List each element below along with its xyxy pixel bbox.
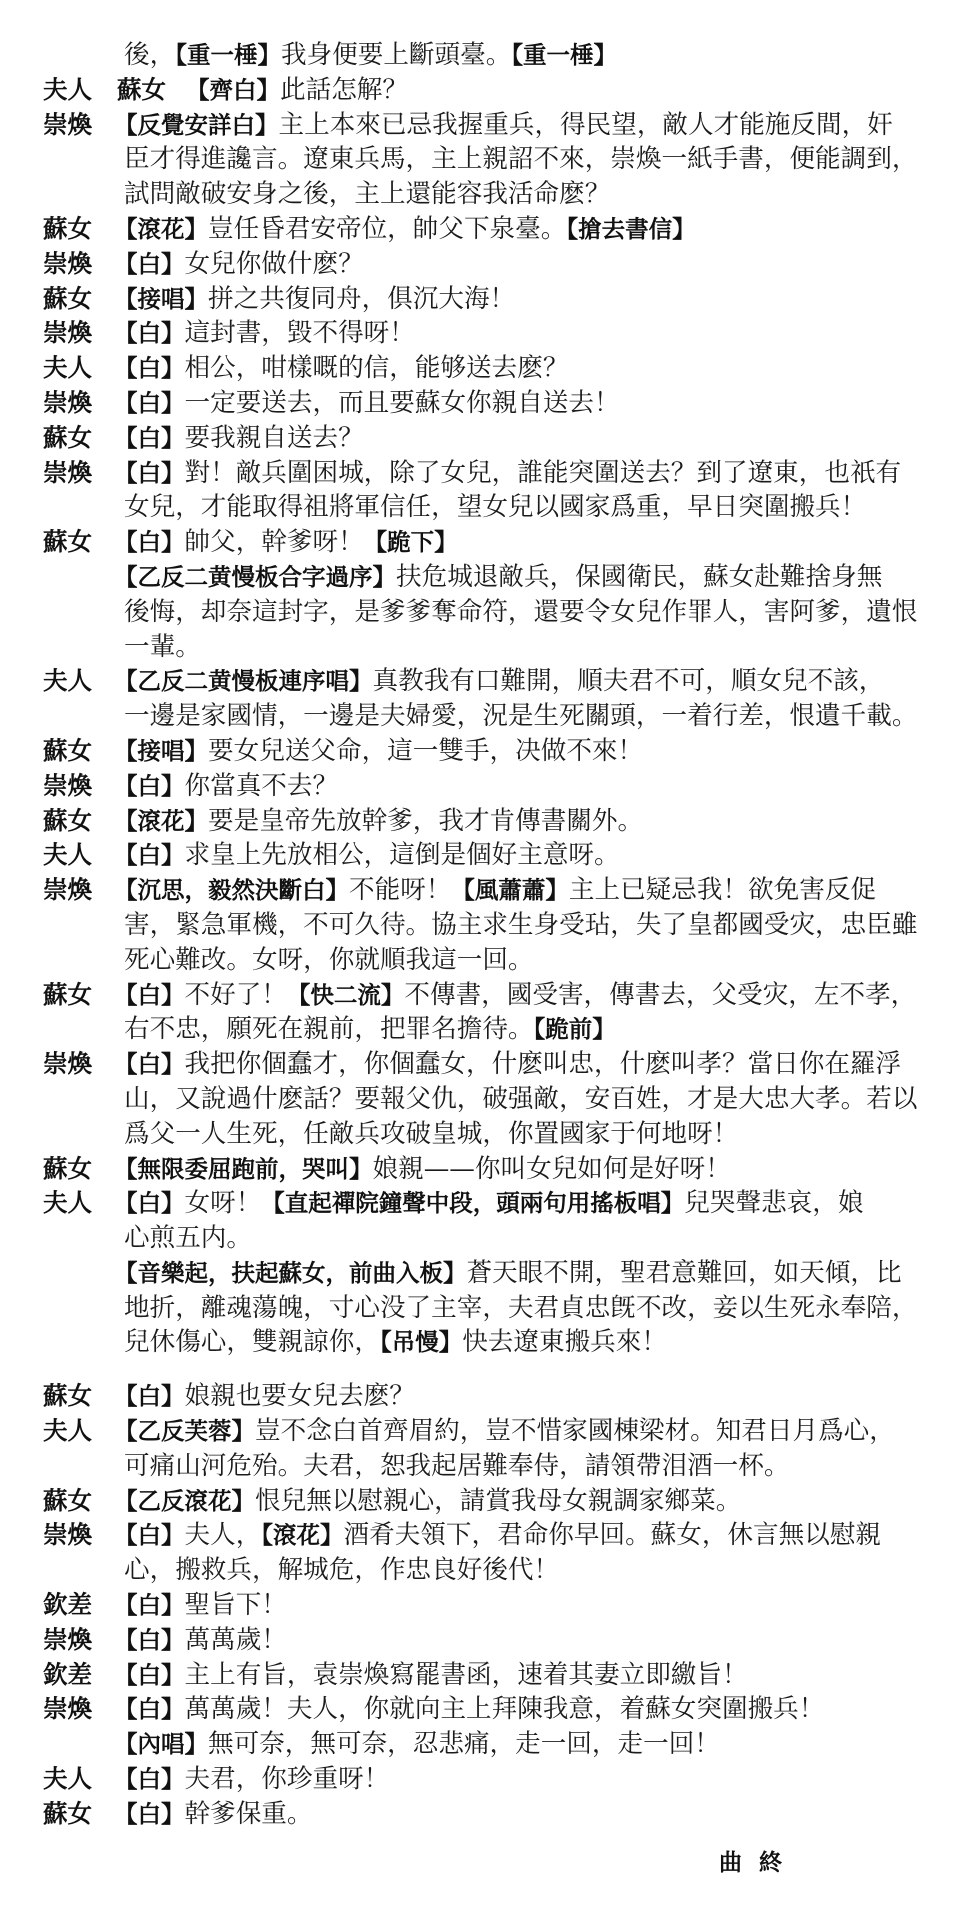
dialogue-text: 相公，咁樣嘅的信，能够送去麽？ (184, 353, 569, 384)
speaker-name: 蘇女 (43, 1485, 92, 1515)
stage-direction: 【白】 (114, 980, 185, 1009)
script-line (0, 490, 972, 525)
dialogue-text: 對！敵兵圍困城，除了女兒，誰能突圍送去？到了遼東，也祇有 (184, 457, 902, 488)
speech-block (0, 1658, 972, 1693)
script-line (0, 978, 972, 1013)
speaker-name: 崇煥 (43, 1520, 92, 1550)
script-line (0, 177, 972, 212)
speaker-name: 夫人 (43, 1416, 92, 1446)
script-line (0, 943, 972, 978)
stage-direction: 【乙反二黄慢板連序唱】 (114, 667, 373, 696)
speaker-name: 崇煥 (43, 875, 92, 905)
dialogue-text: 不能呀！ (349, 875, 452, 906)
speaker-name: 崇煥 (43, 318, 92, 348)
speaker-name: 崇煥 (43, 1049, 92, 1079)
script-line (0, 1325, 972, 1360)
script-line (0, 1553, 972, 1588)
stage-direction: 【吊慢】 (379, 1328, 463, 1357)
dialogue-text: 夫君，你珍重呀！ (184, 1764, 390, 1795)
line-content (124, 1325, 667, 1368)
dialogue-text: 主上本來已忌我握重兵，得民望，敵人才能施反間，奸 (278, 109, 893, 140)
speaker-name: 崇煥 (43, 248, 92, 278)
stage-direction: 【滾花】 (114, 806, 208, 835)
dialogue-text: 此話怎解？ (280, 74, 408, 105)
speech-block (0, 1484, 972, 1519)
dialogue-text: 要我親自送去？ (184, 422, 364, 453)
stage-direction: 【快二流】 (286, 980, 405, 1009)
speaker-name: 蘇女 (117, 74, 166, 104)
speech-block (0, 525, 972, 664)
speaker-name: 蘇女 (43, 1798, 92, 1828)
dialogue-text: 萬萬歲！夫人，你就向主上拜陳我意，着蘇女突圍搬兵！ (184, 1694, 825, 1725)
dialogue-text: 帥父，幹爹呀！ (184, 527, 364, 558)
stage-direction: 【白】 (114, 1625, 185, 1654)
speaker-name: 蘇女 (43, 1153, 92, 1183)
stage-direction: 【白】 (114, 249, 185, 278)
dialogue-text: 兒休傷心，雙親諒你， (124, 1327, 380, 1358)
stage-direction: 【白】 (114, 1050, 185, 1079)
dialogue-text: 夫人， (184, 1520, 262, 1551)
stage-direction: 【搶去書信】 (566, 214, 696, 243)
speech-block (0, 769, 972, 804)
stage-direction: 【白】 (114, 1382, 185, 1411)
speech-block (0, 1152, 972, 1187)
speaker-name: 蘇女 (43, 805, 92, 835)
dialogue-text: 不傳書，國受害，傳書去，父受灾，左不孝， (404, 979, 917, 1010)
dialogue-text: 扶危城退敵兵，保國衛民，蘇女赴難捨身無 (396, 561, 883, 592)
script-line (0, 1082, 972, 1117)
dialogue-text: 幹爹保重。 (184, 1798, 313, 1829)
script-line (0, 595, 972, 630)
stage-direction: 【反覺安詳白】 (114, 110, 279, 139)
speech-block (0, 664, 972, 734)
stage-direction: 【白】 (114, 1521, 185, 1550)
stage-direction: 【白】 (114, 388, 185, 417)
stage-direction: 【乙反芙蓉】 (114, 1417, 255, 1446)
dialogue-text: 求皇上先放相公，這倒是個好主意呀。 (184, 840, 620, 871)
stage-direction: 【白】 (114, 354, 185, 383)
script-line (0, 873, 972, 908)
stage-direction: 【白】 (114, 458, 185, 487)
speech-block (0, 247, 972, 282)
speaker-name: 蘇女 (43, 527, 92, 557)
stage-direction: 【白】 (114, 423, 185, 452)
speaker-name: 崇煥 (43, 109, 92, 139)
stage-direction: 【重一棰】 (175, 41, 281, 69)
speech-block (0, 1623, 972, 1658)
script-line (0, 73, 972, 108)
dialogue-text: 死心難改。女呀，你就順我這一回。 (124, 944, 534, 975)
script-line (0, 247, 972, 282)
dialogue-text: 心，搬救兵，解城危，作忠良好後代！ (124, 1555, 560, 1586)
stage-direction: 【接唱】 (114, 736, 208, 765)
stage-direction: 【白】 (114, 1189, 185, 1218)
dialogue-text: 快去遼東搬兵來！ (462, 1327, 667, 1358)
script-line (0, 769, 972, 804)
stage-direction: 【白】 (114, 841, 185, 870)
speech-block (0, 351, 972, 386)
dialogue-text: 真教我有口難開，順夫君不可，順女兒不該， (372, 666, 885, 697)
script-line (0, 838, 972, 873)
script-line (0, 1012, 972, 1047)
speaker-name: 夫人 (43, 1764, 92, 1794)
dialogue-text: 我身便要上斷頭臺。 (280, 40, 512, 70)
script-line (0, 1518, 972, 1553)
dialogue-text: 主上有旨，袁崇煥寫罷書函，速着其妻立即繳旨！ (184, 1659, 748, 1690)
dialogue-text: 拼之共復同舟，俱沉大海！ (208, 283, 516, 314)
dialogue-text: 地折，離魂蕩魄，寸心没了主宰，夫君貞忠旣不改，妾以生死永奉陪， (124, 1292, 918, 1323)
dialogue-text: 豈任昏君安帝位，帥父下泉臺。 (208, 213, 567, 244)
speaker-name: 蘇女 (43, 1381, 92, 1411)
script-line (0, 699, 972, 734)
stage-direction: 【乙反滾花】 (114, 1486, 255, 1515)
speech-block (0, 73, 972, 108)
stage-direction: 【沉思，毅然決斷白】 (114, 876, 349, 905)
stage-direction: 【滾花】 (114, 214, 208, 243)
script-line (0, 1256, 972, 1291)
stage-direction: 【滾花】 (261, 1521, 344, 1550)
script-line (0, 316, 972, 351)
speaker-name: 蘇女 (43, 979, 92, 1009)
speaker-name: 夫人 (43, 1188, 92, 1218)
script-line (0, 1117, 972, 1152)
script-line (0, 1623, 972, 1658)
stage-direction: 【白】 (114, 771, 185, 800)
script-line (0, 908, 972, 943)
dialogue-text: 你當真不去？ (184, 770, 339, 801)
stage-direction: 【乙反二黄慢板合字過序】 (114, 562, 396, 591)
speaker-name: 夫人 (43, 74, 92, 104)
stage-direction: 【音樂起，扶起蘇女，前曲入板】 (114, 1258, 467, 1287)
speech-block (0, 1588, 972, 1623)
script-line (0, 1762, 972, 1797)
speech-block (0, 1047, 972, 1151)
dialogue-text: 主上已疑忌我！欲免害反促 (568, 875, 877, 906)
script-line (0, 1186, 972, 1221)
speaker-name: 夫人 (43, 353, 92, 383)
script-line (0, 108, 972, 143)
script-line (0, 734, 972, 769)
dialogue-text: 後悔，却奈這封字，是爹爹奪命符，還要令女兒作罪人，害阿爹，遺恨 (124, 596, 918, 627)
script-line (0, 664, 972, 699)
stage-direction: 【重一棰】 (511, 41, 618, 69)
script-line (0, 1449, 972, 1484)
speech-block (0, 804, 972, 839)
speaker-name: 崇煥 (43, 387, 92, 417)
script-line (0, 630, 972, 665)
dialogue-text: 右不忠，願死在親前，把罪名擔待。 (124, 1014, 534, 1045)
speaker-name: 蘇女 (43, 735, 92, 765)
speaker-name: 蘇女 (43, 422, 92, 452)
speech-block (0, 456, 972, 526)
speech-block (0, 38, 972, 73)
dialogue-text: 要女兒送父命，這一雙手，决做不來！ (208, 735, 644, 766)
speech-block (0, 1692, 972, 1762)
speech-block (0, 421, 972, 456)
script-line (0, 1221, 972, 1256)
speaker-name: 夫人 (43, 840, 92, 870)
dialogue-text: 要是皇帝先放幹爹，我才肯傳書關外。 (208, 805, 644, 836)
dialogue-text: 酒肴夫領下，君命你早回。蘇女，休言無以慰親 (343, 1520, 882, 1551)
stage-direction: 【內唱】 (114, 1730, 208, 1759)
dialogue-text: 一輩。 (124, 631, 201, 662)
stage-direction: 【接唱】 (114, 284, 208, 313)
speaker-name: 崇煥 (43, 1624, 92, 1654)
dialogue-text: 試問敵破安身之後，主上還能容我活命麽？ (124, 179, 611, 210)
speech-block (0, 1797, 972, 1832)
speaker-name: 崇煥 (43, 457, 92, 487)
dialogue-text: 後， (124, 40, 176, 70)
stage-direction: 【跪下】 (363, 528, 458, 557)
dialogue-text: 女兒，才能取得祖將軍信任，望女兒以國家爲重，早日突圍搬兵！ (124, 492, 867, 523)
dialogue-text: 山，又說過什麽話？要報父仇，破强敵，安百姓，才是大忠大孝。若以 (124, 1083, 918, 1114)
dialogue-text: 臣才得進讒言。遼東兵馬，主上親詔不來，崇煥一紙手書，便能調到， (124, 144, 918, 175)
speech-block (0, 282, 972, 317)
script-line (0, 212, 972, 247)
dialogue-text: 萬萬歲！ (184, 1624, 287, 1655)
script-line (0, 1379, 972, 1414)
stage-direction: 【無限委屈跑前，哭叫】 (114, 1154, 373, 1183)
dialogue-text: 娘親——你叫女兒如何是好呀！ (372, 1153, 731, 1184)
script-line (0, 421, 972, 456)
speech-block (0, 1379, 972, 1414)
speech-block (0, 1414, 972, 1484)
speech-block (0, 978, 972, 1048)
script-line (0, 1414, 972, 1449)
script-line (0, 525, 972, 560)
speaker-name: 崇煥 (43, 1694, 92, 1724)
speech-block (0, 873, 972, 977)
speaker-name: 蘇女 (43, 213, 92, 243)
script-line (0, 1692, 972, 1727)
stage-direction: 【直起禪院鐘聲中段，頭兩句用搖板唱】 (261, 1189, 685, 1218)
dialogue-text: 一定要送去，而且要蘇女你親自送去！ (184, 387, 620, 418)
script-line (0, 1291, 972, 1326)
speech-block (0, 316, 972, 351)
stage-direction: 【齊白】 (186, 75, 280, 104)
speaker-name: 崇煥 (43, 770, 92, 800)
speaker-name: 欽差 (43, 1590, 92, 1620)
dialogue-text: 一邊是家國情，一邊是夫婦愛，況是生死關頭，一着行差，恨遺千載。 (124, 701, 918, 732)
dialogue-text: 聖旨下！ (184, 1590, 287, 1621)
dialogue-text: 不好了！ (184, 979, 287, 1010)
script-line (0, 38, 972, 73)
speech-block (0, 838, 972, 873)
script-line (0, 142, 972, 177)
stage-direction: 【白】 (114, 1765, 185, 1794)
speaker-name: 夫人 (43, 666, 92, 696)
speech-block (0, 734, 972, 769)
dialogue-text: 我把你個蠢才，你個蠢女，什麽叫忠，什麽叫孝？當日你在羅浮 (184, 1049, 902, 1080)
dialogue-text: 可痛山河危殆。夫君，恕我起居難奉侍，請領帶泪酒一杯。 (124, 1450, 790, 1481)
script-line (0, 1484, 972, 1519)
script-line (0, 804, 972, 839)
speech-block (0, 1186, 972, 1360)
script-line (0, 1658, 972, 1693)
speaker-name: 蘇女 (43, 283, 92, 313)
stage-direction: 【白】 (114, 319, 185, 348)
dialogue-text: 這封書，毀不得呀！ (184, 318, 415, 349)
dialogue-text: 女兒你做什麽？ (184, 248, 364, 279)
script-line (0, 282, 972, 317)
stage-direction: 【白】 (114, 1799, 185, 1828)
speech-block (0, 1518, 972, 1588)
speech-block (0, 1762, 972, 1797)
script-line (0, 1152, 972, 1187)
stage-direction: 【白】 (114, 1695, 185, 1724)
stage-direction: 【白】 (114, 1660, 185, 1689)
stage-direction: 【風蕭蕭】 (451, 876, 569, 905)
speech-block (0, 386, 972, 421)
stage-direction: 【白】 (114, 528, 185, 557)
dialogue-text: 心煎五内。 (124, 1223, 252, 1254)
ending-mark: 曲終 (719, 1850, 799, 1876)
speech-block (0, 212, 972, 247)
speech-block (0, 108, 972, 212)
line-content (114, 1797, 312, 1840)
dialogue-text: 無可奈，無可奈，忍悲痛，走一回，走一回！ (208, 1729, 720, 1760)
dialogue-text: 蒼天眼不開，聖君意難回，如天傾，比 (466, 1257, 902, 1288)
script-line (0, 560, 972, 595)
script-line (0, 1797, 972, 1832)
script-line (0, 456, 972, 491)
dialogue-text: 爲父一人生死，任敵兵攻破皇城，你置國家于何地呀！ (124, 1118, 739, 1149)
dialogue-text: 豈不念白首齊眉約，豈不惜家國棟梁材。知君日月爲心， (255, 1416, 895, 1447)
stage-direction: 【跪前】 (533, 1015, 616, 1044)
dialogue-text: 恨兒無以慰親心，請賞我母女親調家鄉菜。 (255, 1485, 742, 1516)
script-line (0, 386, 972, 421)
dialogue-text: 女呀！ (184, 1188, 262, 1219)
script-line (0, 351, 972, 386)
script-line (0, 1047, 972, 1082)
dialogue-text: 害，緊急軍機，不可久待。協主求生身受玷，失了皇都國受灾，忠臣雖 (124, 909, 918, 940)
dialogue-text: 娘親也要女兒去麽？ (184, 1381, 415, 1412)
stage-direction: 【白】 (114, 1591, 185, 1620)
dialogue-text: 兒哭聲悲哀，娘 (684, 1188, 864, 1219)
script-line (0, 1588, 972, 1623)
speaker-name: 欽差 (43, 1659, 92, 1689)
script-line (0, 1727, 972, 1762)
